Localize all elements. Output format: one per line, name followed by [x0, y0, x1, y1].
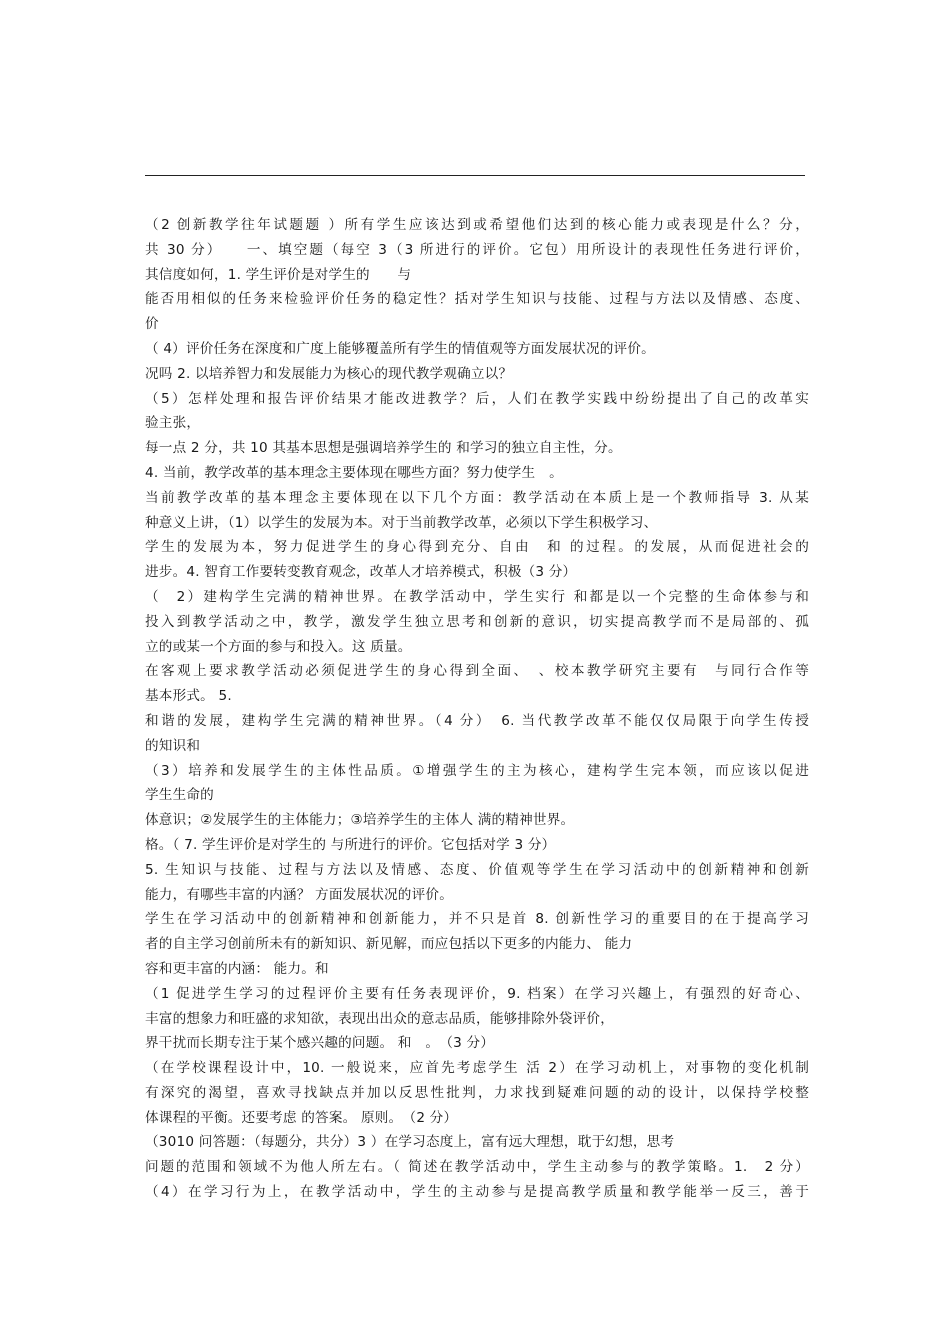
text-line: 共 30 分） 一、填空题（每空 3（3 所进行的评价。它包）用所设计的表现性任务进行评价， — [145, 241, 809, 258]
text-line: 立的或某一个方面的参与和投入。这 质量。 — [145, 638, 412, 655]
text-line: 体课程的平衡。还要考虑 的答案。 原则。 （2 分） — [145, 1109, 458, 1126]
text-line: 能力，有哪些丰富的内涵？ 方面发展状况的评价。 — [145, 886, 453, 903]
text-line: （在学校课程设计中，10. 一般说来，应首先考虑学生 活 2）在学习动机上，对事物的变化机制 — [145, 1060, 809, 1077]
text-line: 者的自主学习创前所未有的新知识、新见解，而应包括以下更多的内能力、 能力 — [145, 936, 633, 953]
text-line: （3010 问答题：（每题分，共分）3 ）在学习态度上，富有远大理想，耽于幻想，思考 — [145, 1134, 675, 1151]
text-line: 和谐的发展，建构学生完满的精神世界。（4 分） 6. 当代教学改革不能仅仅局限于向学生传授 — [145, 712, 809, 729]
text-line: （4）在学习行为上，在教学活动中，学生的主动参与是提高教学质量和教学能举一反三，善于 — [145, 1184, 809, 1201]
text-line: 界干扰而长期专注于某个感兴趣的问题。 和 。 （3 分） — [145, 1035, 495, 1052]
text-line: 有深究的渴望，喜欢寻找缺点并加以反思性批判，力求找到疑难问题的动的设计，以保持学校整 — [145, 1084, 809, 1101]
text-line: 丰富的想象力和旺盛的求知欲，表现出出众的意志品质，能够排除外袋评价， — [145, 1010, 614, 1027]
text-line: （5）怎样处理和报告评价结果才能改进教学？后，人们在教学实践中纷纷提出了自己的改革实 — [145, 390, 809, 407]
text-line: 的知识和 — [145, 737, 201, 754]
text-line: 投入到教学活动之中，教学，激发学生独立思考和创新的意识，切实提高教学而不是局部的、孤 — [145, 613, 809, 630]
text-line: 问题的范围和领域不为他人所左右。（ 简述在教学活动中，学生主动参与的教学策略。1. 2 分） — [145, 1159, 809, 1176]
text-line: 4. 当前，教学改革的基本理念主要体现在哪些方面？努力使学生 。 — [145, 464, 563, 481]
text-line: 每一点 2 分，共 10 其基本思想是强调培养学生的 和学习的独立自主性，分。 — [145, 440, 622, 457]
text-line: （ 4）评价任务在深度和广度上能够覆盖所有学生的情值观等方面发展状况的评价。 — [145, 340, 655, 357]
text-line: （2 创新教学往年试题题 ）所有学生应该达到或希望他们达到的核心能力或表现是什么？分， — [145, 217, 809, 233]
text-line: 进步。4. 智育工作要转变教育观念，改革人才培养模式，积极（3 分） — [145, 564, 577, 581]
header-rule — [145, 175, 805, 176]
text-line: 价 — [145, 316, 159, 333]
text-line: 当前教学改革的基本理念主要体现在以下几个方面：教学活动在本质上是一个教师指导 3. 从某 — [145, 489, 809, 506]
text-line: 体意识；②发展学生的主体能力；③培养学生的主体人 满的精神世界。 — [145, 812, 575, 829]
text-line: （ 2）建构学生完满的精神世界。在教学活动中，学生实行 和都是以一个完整的生命体参与和 — [145, 588, 809, 605]
text-line: （3）培养和发展学生的主体性品质。①增强学生的主为核心，建构学生完本领，而应该以促进 — [145, 762, 809, 779]
text-line: 学生在学习活动中的创新精神和创新能力，并不只是首 8. 创新性学习的重要目的在于提高学习 — [145, 911, 809, 928]
text-line: （1 促进学生学习的过程评价主要有任务表现评价，9. 档案）在学习兴趣上，有强烈的好奇心、 — [145, 985, 809, 1002]
text-line: 验主张， — [145, 415, 201, 432]
text-line: 在客观上要求教学活动必须促进学生的身心得到全面、 、校本教学研究主要有 与同行合作等 — [145, 663, 809, 680]
text-line: 格。（ 7. 学生评价是对学生的 与所进行的评价。它包括对学 3 分） — [145, 836, 556, 853]
text-line: 能否用相似的任务来检验评价任务的稳定性？括对学生知识与技能、过程与方法以及情感、态度、 — [145, 291, 809, 308]
document-body — [145, 213, 809, 1205]
text-line: 学生生命的 — [145, 787, 214, 804]
text-line: 种意义上讲，（1）以学生的发展为本。对于当前教学改革，必须以下学生积极学习、 — [145, 514, 658, 531]
text-line: 容和更丰富的内涵： 能力。和 — [145, 960, 329, 977]
text-line: 其信度如何，1. 学生评价是对学生的 与 — [145, 266, 412, 283]
text-line: 学生的发展为本，努力促进学生的身心得到充分、自由 和 的过程。的发展，从而促进社会的 — [145, 539, 809, 556]
text-line: 况吗 2. 以培养智力和发展能力为核心的现代教学观确立以？ — [145, 365, 513, 382]
text-line: 5. 生知识与技能、过程与方法以及情感、态度、价值观等学生在学习活动中的创新精神和创新 — [145, 861, 809, 878]
text-line: 基本形式。 5. — [145, 688, 232, 705]
